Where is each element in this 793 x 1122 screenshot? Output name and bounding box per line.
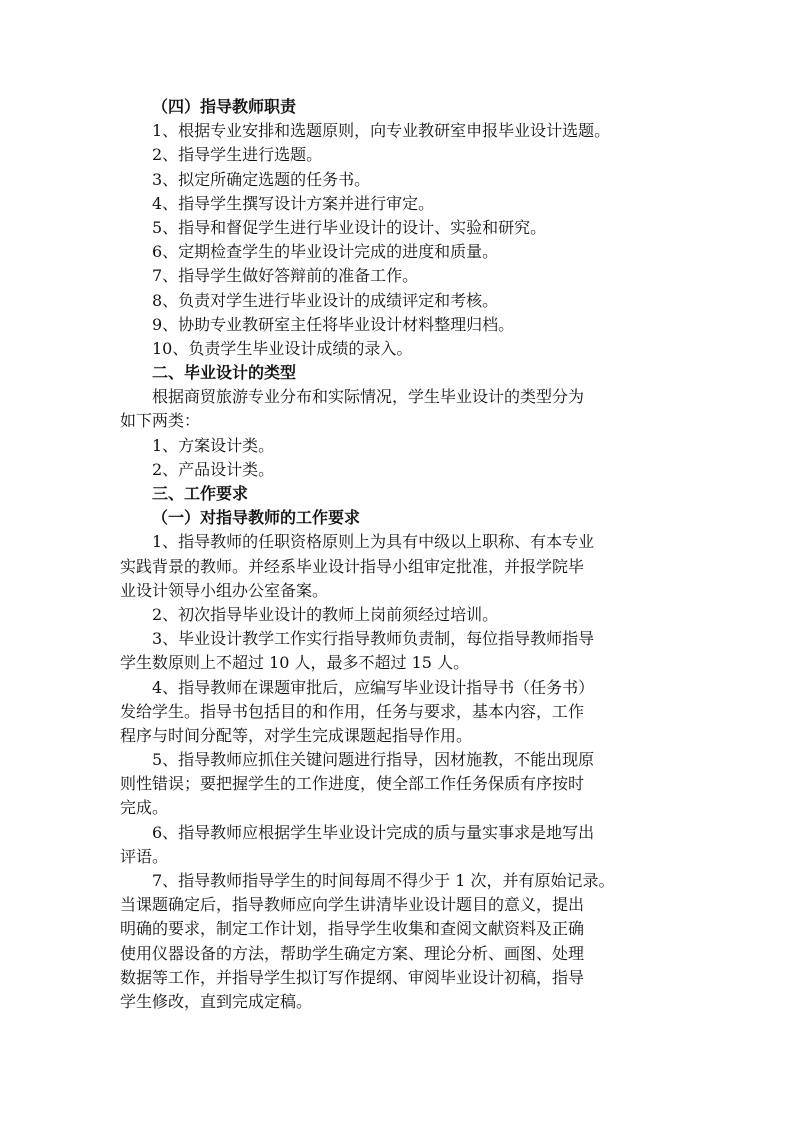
paragraph-line: 2、产品设计类。 xyxy=(152,459,275,479)
paragraph-line: 4、指导教师在课题审批后，应编写毕业设计指导书（任务书） xyxy=(152,677,595,697)
paragraph-line: 7、指导教师指导学生的时间每周不得少于 1 次，并有原始记录。 xyxy=(152,871,615,890)
paragraph-line: 根据商贸旅游专业分布和实际情况，学生毕业设计的类型分为 xyxy=(152,387,585,407)
paragraph-continuation-line: 则性错误；要把握学生的工作进度，使全部工作任务保质有序按时 xyxy=(120,774,585,794)
paragraph-continuation-line: 当课题确定后，指导教师应向学生讲清毕业设计题目的意义，提出 xyxy=(120,895,585,915)
paragraph-line: 5、指导和督促学生进行毕业设计的设计、实验和研究。 xyxy=(152,217,547,237)
paragraph-continuation-line: 完成。 xyxy=(120,798,169,818)
paragraph-line: 3、拟定所确定选题的任务书。 xyxy=(152,169,371,189)
paragraph-continuation-line: 数据等工作，并指导学生拟订写作提纲、审阅毕业设计初稿，指导 xyxy=(120,967,585,987)
paragraph-line: 6、定期检查学生的毕业设计完成的进度和质量。 xyxy=(152,242,499,262)
paragraph-continuation-line: 实践背景的教师。并经系毕业设计指导小组审定批准，并报学院毕 xyxy=(120,556,585,576)
paragraph-continuation-line: 学生修改，直到完成定稿。 xyxy=(120,991,313,1011)
paragraph-continuation-line: 评语。 xyxy=(120,846,169,866)
paragraph-continuation-line: 学生数原则上不超过 10 人，最多不超过 15 人。 xyxy=(120,653,470,673)
paragraph-continuation-line: 如下两类： xyxy=(120,411,201,431)
section-heading: （四）指导教师职责 xyxy=(152,97,297,116)
paragraph-continuation-line: 业设计领导小组办公室备案。 xyxy=(120,580,329,600)
paragraph-line: 5、指导教师应抓住关键问题进行指导，因材施教，不能出现原 xyxy=(152,750,595,770)
section-heading: 三、工作要求 xyxy=(152,484,249,503)
paragraph-line: 6、指导教师应根据学生毕业设计完成的质与量实事求是地写出 xyxy=(152,822,595,842)
paragraph-line: 3、毕业设计教学工作实行指导教师负责制，每位指导教师指导 xyxy=(152,629,595,649)
section-heading: （一）对指导教师的工作要求 xyxy=(152,508,361,528)
paragraph-line: 2、指导学生进行选题。 xyxy=(152,145,323,165)
paragraph-continuation-line: 程序与时间分配等，对学生完成课题起指导作用。 xyxy=(120,725,473,745)
paragraph-line: 9、协助专业教研室主任将毕业设计材料整理归档。 xyxy=(152,314,515,334)
paragraph-line: 10、负责学生毕业设计成绩的录入。 xyxy=(152,338,413,358)
paragraph-line: 2、初次指导毕业设计的教师上岗前须经过培训。 xyxy=(152,604,499,624)
paragraph-continuation-line: 发给学生。指导书包括目的和作用，任务与要求，基本内容，工作 xyxy=(120,701,585,721)
section-heading: 二、毕业设计的类型 xyxy=(152,363,297,383)
paragraph-line: 8、负责对学生进行毕业设计的成绩评定和考核。 xyxy=(152,290,499,310)
paragraph-continuation-line: 使用仪器设备的方法，帮助学生确定方案、理论分析、画图、处理 xyxy=(120,943,585,963)
paragraph-line: 1、方案设计类。 xyxy=(152,435,275,455)
paragraph-continuation-line: 明确的要求，制定工作计划，指导学生收集和查阅文献资料及正确 xyxy=(120,919,585,939)
paragraph-line: 1、指导教师的任职资格原则上为具有中级以上职称、有本专业 xyxy=(152,532,595,552)
paragraph-line: 1、根据专业安排和选题原则，向专业教研室申报毕业设计选题。 xyxy=(152,121,611,141)
paragraph-line: 4、指导学生撰写设计方案并进行审定。 xyxy=(152,193,435,213)
paragraph-line: 7、指导学生做好答辩前的准备工作。 xyxy=(152,266,419,286)
document-body xyxy=(120,95,680,1014)
